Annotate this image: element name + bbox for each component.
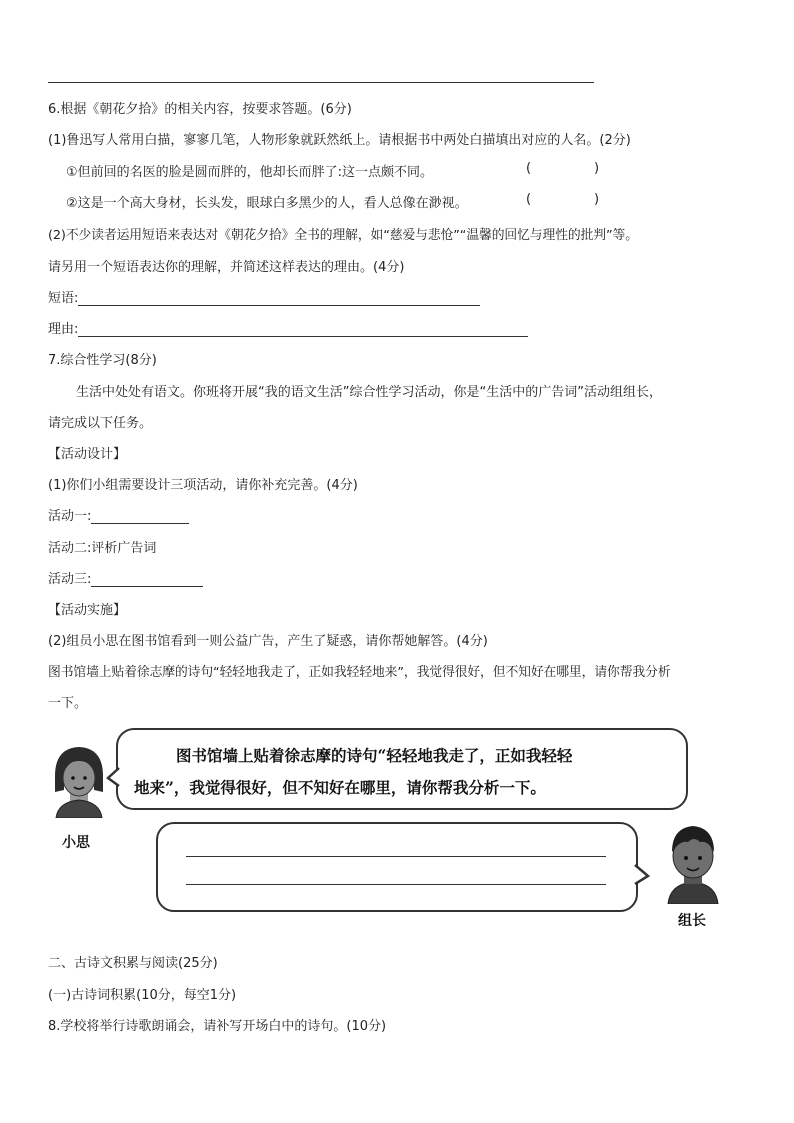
girl-bubble-tail [106, 766, 122, 788]
q6-item2-answer-blank[interactable] [536, 190, 594, 208]
boy-name: 组长 [678, 913, 706, 929]
section2-subheading: (一)古诗词积累(10分，每空1分) [48, 988, 237, 1003]
q6-item1-answer-blank[interactable] [536, 159, 594, 177]
q6-part2-line2: 请另用一个短语表达你的理解，并简述这样表达的理由。(4分) [48, 260, 405, 275]
implementation-heading: 【活动实施】 [48, 603, 127, 618]
phrase-field [48, 287, 480, 306]
answer-line-1[interactable] [186, 856, 606, 857]
phrase-label: 短语: [48, 291, 79, 306]
dialogue-illustration [48, 722, 748, 934]
section2-heading: 二、古诗文积累与阅读(25分) [48, 956, 218, 971]
girl-speech-bubble [116, 728, 688, 810]
q6-item1-paren-open: ( [526, 161, 532, 176]
q6-part1: (1)鲁迅写人常用白描，寥寥几笔，人物形象就跃然纸上。请根据书中两处白描填出对应的人名。(2分) [48, 133, 631, 148]
q6-part2-line1: (2)不少读者运用短语来表达对《朝花夕拾》全书的理解，如“慈爱与悲怆”“温馨的回忆与理性的批判”等。 [48, 228, 638, 243]
activity2: 活动二:评析广告词 [48, 541, 157, 556]
activity1-field [48, 505, 189, 524]
activity1-label: 活动一: [48, 509, 92, 524]
reason-label: 理由: [48, 322, 79, 337]
q6-item1-paren-close: ) [594, 161, 600, 176]
phrase-input-line[interactable] [78, 291, 480, 306]
girl-name: 小思 [62, 835, 90, 851]
reason-field [48, 318, 528, 337]
q7-task1: (1)你们小组需要设计三项活动，请你补充完善。(4分) [48, 478, 358, 493]
q7-task2: (2)组员小思在图书馆看到一则公益广告，产生了疑惑，请你帮她解答。(4分) [48, 634, 488, 649]
design-heading: 【活动设计】 [48, 447, 127, 462]
activity3-field [48, 568, 203, 587]
reason-input-line[interactable] [78, 322, 528, 337]
q6-item2-paren-open: ( [526, 192, 532, 207]
girl-speech-line2: 地来”，我觉得很好，但不知好在哪里，请你帮我分析一下。 [134, 778, 546, 797]
q8-title: 8.学校将举行诗歌朗诵会，请补写开场白中的诗句。(10分) [48, 1019, 387, 1034]
q6-title: 6.根据《朝花夕拾》的相关内容，按要求答题。(6分) [48, 102, 352, 117]
q6-item1: ①但前回的名医的脸是圆而胖的，他却长而胖了:这一点颇不同。 [66, 165, 434, 180]
activity3-label: 活动三: [48, 572, 92, 587]
answer-line-2[interactable] [186, 884, 606, 885]
q6-item2-paren-close: ) [594, 192, 600, 207]
answer-speech-bubble [156, 822, 638, 912]
q6-item2: ②这是一个高大身材，长头发，眼球白多黑少的人，看人总像在渺视。 [66, 196, 468, 211]
answer-bubble-tail [634, 862, 652, 888]
q7-title: 7.综合性学习(8分) [48, 353, 157, 368]
girl-speech-line1: 图书馆墙上贴着徐志摩的诗句“轻轻地我走了，正如我轻轻 [176, 746, 573, 765]
q7-task2-line2: 一下。 [48, 696, 88, 711]
girl-avatar [50, 742, 108, 818]
activity1-input-line[interactable] [91, 509, 189, 524]
top-rule [48, 82, 594, 83]
q7-task2-line1: 图书馆墙上贴着徐志摩的诗句“轻轻地我走了，正如我轻轻地来”，我觉得很好，但不知好在哪里，请你帮我分析 [48, 665, 671, 680]
q7-intro-line2: 请完成以下任务。 [48, 416, 153, 431]
q7-intro-line1: 生活中处处有语文。你班将开展“我的语文生活”综合性学习活动，你是“生活中的广告词”活动组组长， [76, 385, 662, 400]
activity3-input-line[interactable] [91, 572, 203, 587]
boy-avatar [662, 818, 724, 904]
